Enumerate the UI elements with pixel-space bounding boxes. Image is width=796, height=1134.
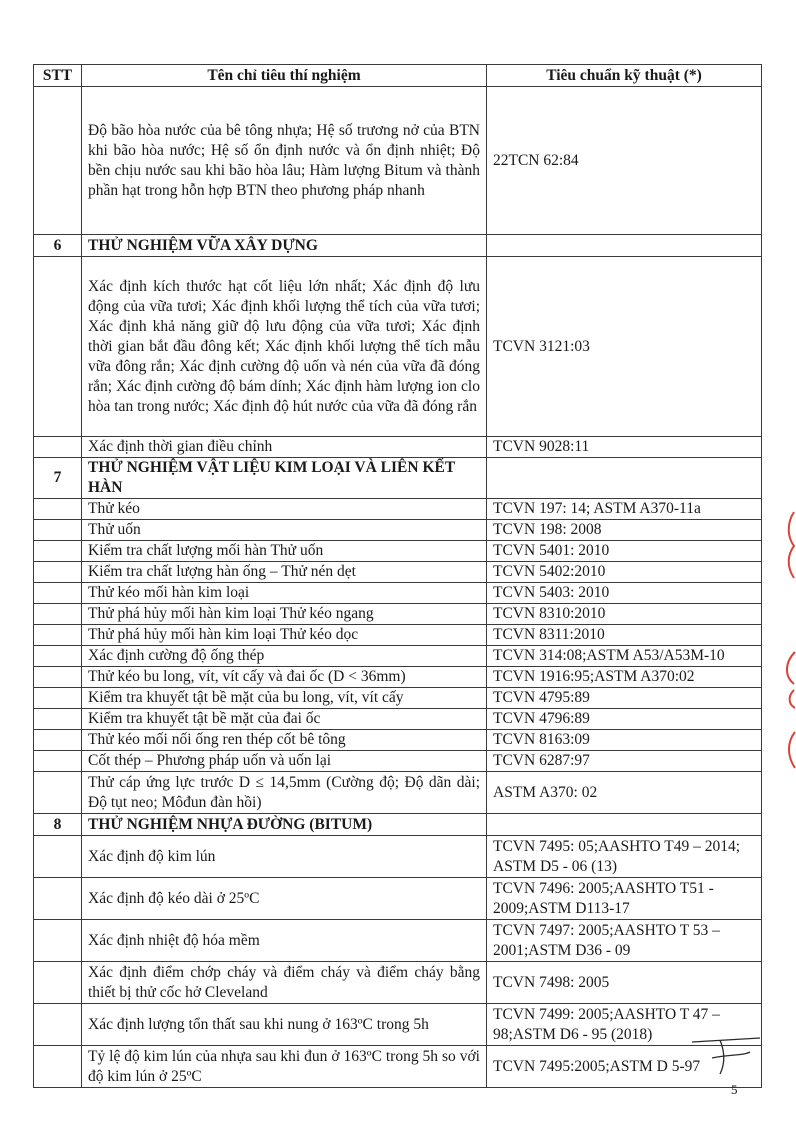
standard-cell: TCVN 314:08;ASTM A53/A53M-10 xyxy=(487,646,762,667)
section-title: THỬ NGHIỆM NHỰA ĐƯỜNG (BITUM) xyxy=(82,814,487,836)
test-name-cell: Xác định nhiệt độ hóa mềm xyxy=(82,920,487,962)
section-row xyxy=(34,458,762,499)
stt-cell xyxy=(34,667,82,688)
test-name-cell: Thử cáp ứng lực trước D ≤ 14,5mm (Cường độ; Độ dãn dài; Độ tụt neo; Môđun đàn hồi) xyxy=(82,772,487,814)
standard-cell: TCVN 6287:97 xyxy=(487,751,762,772)
stt-cell xyxy=(34,730,82,751)
stt-cell xyxy=(34,1004,82,1046)
stt-cell xyxy=(34,499,82,520)
stt-cell xyxy=(34,1046,82,1088)
header-stt: STT xyxy=(34,65,82,87)
table-row xyxy=(34,878,762,920)
standard-cell: TCVN 7499: 2005;AASHTO T 47 – 98;ASTM D6 - 95 (2018) xyxy=(487,1004,762,1046)
stt-cell xyxy=(34,541,82,562)
test-standards-table xyxy=(33,64,762,1088)
stt-cell xyxy=(34,688,82,709)
test-name-cell: Thử kéo xyxy=(82,499,487,520)
standard-cell: TCVN 7495: 05;AASHTO T49 – 2014; ASTM D5 - 06 (13) xyxy=(487,836,762,878)
standard-cell: TCVN 8163:09 xyxy=(487,730,762,751)
standard-cell: TCVN 8311:2010 xyxy=(487,625,762,646)
table-row xyxy=(34,688,762,709)
table-row xyxy=(34,709,762,730)
standard-cell xyxy=(487,235,762,257)
stt-cell xyxy=(34,878,82,920)
test-name-cell: Thử kéo mối hàn kim loại xyxy=(82,583,487,604)
table-row xyxy=(34,499,762,520)
stt-cell xyxy=(34,646,82,667)
standard-cell: TCVN 5403: 2010 xyxy=(487,583,762,604)
standard-cell: ASTM A370: 02 xyxy=(487,772,762,814)
standard-cell: 22TCN 62:84 xyxy=(487,87,762,235)
table-header-row xyxy=(34,65,762,87)
test-name-cell: Thử phá hủy mối hàn kim loại Thử kéo ngang xyxy=(82,604,487,625)
table-row xyxy=(34,730,762,751)
table-row xyxy=(34,87,762,235)
section-number: 6 xyxy=(34,235,82,257)
test-name-cell: Xác định độ kéo dài ở 25ºC xyxy=(82,878,487,920)
section-row xyxy=(34,814,762,836)
test-name-cell: Độ bão hòa nước của bê tông nhựa; Hệ số trương nở của BTN khi bão hòa nước; Hệ số ổn định nước và ổn định nhiệt; Độ bền chịu nước sau khi bão hòa lâu; Hàm lượng Bitum và thành phần hạt trong hỗn hợp BTN theo phương pháp nhanh xyxy=(82,87,487,235)
table-row xyxy=(34,625,762,646)
stt-cell xyxy=(34,562,82,583)
table-row xyxy=(34,437,762,458)
table-row xyxy=(34,520,762,541)
section-number: 8 xyxy=(34,814,82,836)
test-name-cell: Thử phá hủy mối hàn kim loại Thử kéo dọc xyxy=(82,625,487,646)
table-row xyxy=(34,541,762,562)
stt-cell xyxy=(34,437,82,458)
table-row xyxy=(34,772,762,814)
standard-cell: TCVN 198: 2008 xyxy=(487,520,762,541)
standard-cell: TCVN 7496: 2005;AASHTO T51 - 2009;ASTM D113-17 xyxy=(487,878,762,920)
stt-cell xyxy=(34,87,82,235)
red-seal-edge xyxy=(782,510,796,580)
standard-cell: TCVN 4795:89 xyxy=(487,688,762,709)
standard-cell: TCVN 197: 14; ASTM A370-11a xyxy=(487,499,762,520)
test-name-cell: Kiểm tra chất lượng mối hàn Thử uốn xyxy=(82,541,487,562)
standard-cell: TCVN 7495:2005;ASTM D 5-97 xyxy=(487,1046,762,1088)
section-row xyxy=(34,235,762,257)
table-row xyxy=(34,920,762,962)
header-test-name: Tên chỉ tiêu thí nghiệm xyxy=(82,65,487,87)
table-row xyxy=(34,962,762,1004)
test-name-cell: Xác định thời gian điều chỉnh xyxy=(82,437,487,458)
section-title: THỬ NGHIỆM VỮA XÂY DỰNG xyxy=(82,235,487,257)
table-row xyxy=(34,562,762,583)
table-row xyxy=(34,667,762,688)
test-name-cell: Xác định lượng tổn thất sau khi nung ở 163ºC trong 5h xyxy=(82,1004,487,1046)
table-row xyxy=(34,836,762,878)
test-name-cell: Kiểm tra khuyết tật bề mặt của bu long, vít, vít cấy xyxy=(82,688,487,709)
standard-cell: TCVN 1916:95;ASTM A370:02 xyxy=(487,667,762,688)
test-name-cell: Thử kéo bu long, vít, vít cấy và đai ốc (D < 36mm) xyxy=(82,667,487,688)
test-name-cell: Xác định cường độ ống thép xyxy=(82,646,487,667)
red-seal-edge xyxy=(782,650,796,710)
stt-cell xyxy=(34,709,82,730)
standard-cell: TCVN 7498: 2005 xyxy=(487,962,762,1004)
test-name-cell: Thử kéo mối nối ống ren thép cốt bê tông xyxy=(82,730,487,751)
standard-cell xyxy=(487,814,762,836)
stt-cell xyxy=(34,583,82,604)
test-name-cell: Tỷ lệ độ kim lún của nhựa sau khi đun ở 163ºC trong 5h so với độ kim lún ở 25ºC xyxy=(82,1046,487,1088)
stt-cell xyxy=(34,257,82,437)
table-row xyxy=(34,583,762,604)
red-seal-edge xyxy=(782,730,796,770)
table-row xyxy=(34,1004,762,1046)
test-name-cell: Thử uốn xyxy=(82,520,487,541)
section-title: THỬ NGHIỆM VẬT LIỆU KIM LOẠI VÀ LIÊN KẾT HÀN xyxy=(82,458,487,499)
table-row xyxy=(34,751,762,772)
standard-cell xyxy=(487,458,762,499)
stt-cell xyxy=(34,920,82,962)
stt-cell xyxy=(34,772,82,814)
signature-mark xyxy=(690,1028,780,1088)
table-row xyxy=(34,1046,762,1088)
page-number: 5 xyxy=(731,1082,738,1097)
stt-cell xyxy=(34,520,82,541)
standard-cell: TCVN 8310:2010 xyxy=(487,604,762,625)
table-row xyxy=(34,257,762,437)
standard-cell: TCVN 7497: 2005;AASHTO T 53 – 2001;ASTM D36 - 09 xyxy=(487,920,762,962)
header-standard: Tiêu chuẩn kỹ thuật (*) xyxy=(487,65,762,87)
table-row xyxy=(34,646,762,667)
stt-cell xyxy=(34,625,82,646)
section-number: 7 xyxy=(34,458,82,499)
test-name-cell: Xác định điểm chớp cháy và điểm cháy và điểm cháy bằng thiết bị thử cốc hở Cleveland xyxy=(82,962,487,1004)
test-name-cell: Cốt thép – Phương pháp uốn và uốn lại xyxy=(82,751,487,772)
standard-cell: TCVN 5402:2010 xyxy=(487,562,762,583)
standard-cell: TCVN 3121:03 xyxy=(487,257,762,437)
test-name-cell: Kiểm tra khuyết tật bề mặt của đai ốc xyxy=(82,709,487,730)
test-name-cell: Xác định kích thước hạt cốt liệu lớn nhất; Xác định độ lưu động của vữa tươi; Xác định khối lượng thể tích của vữa tươi; Xác định khả năng giữ độ lưu động của vữa tươi; Xác định thời gian bắt đầu đông kết; Xác định khối lượng thể tích mẫu vữa đông rắn; Xác định cường độ uốn và nén của vữa đã đóng rắn; Xác định cường độ bám dính; Xác định hàm lượng ion clo hòa tan trong nước; Xác định độ hút nước của vữa đã đóng rắn xyxy=(82,257,487,437)
table-row xyxy=(34,604,762,625)
test-name-cell: Xác định độ kim lún xyxy=(82,836,487,878)
stt-cell xyxy=(34,836,82,878)
standard-cell: TCVN 4796:89 xyxy=(487,709,762,730)
standard-cell: TCVN 5401: 2010 xyxy=(487,541,762,562)
standard-cell: TCVN 9028:11 xyxy=(487,437,762,458)
stt-cell xyxy=(34,962,82,1004)
stt-cell xyxy=(34,604,82,625)
test-name-cell: Kiểm tra chất lượng hàn ống – Thử nén dẹt xyxy=(82,562,487,583)
stt-cell xyxy=(34,751,82,772)
